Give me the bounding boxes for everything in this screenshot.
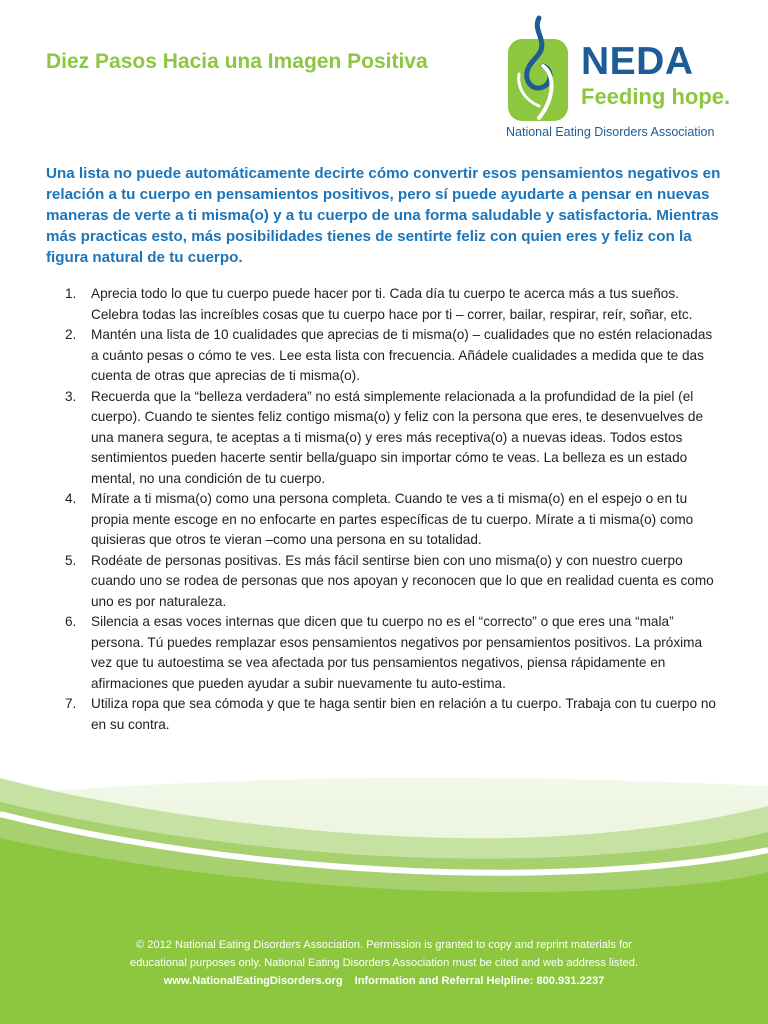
logo-swirl-icon (505, 14, 575, 126)
step-number: 2. (65, 327, 77, 342)
list-item (46, 387, 722, 490)
step-number: 5. (65, 552, 77, 568)
step-text: Aprecia todo lo que tu cuerpo puede hacer por ti. Cada día tu cuerpo te acerca más a tus sueños. Celebra todas las increíbles cosas que tu cuerpo hace por ti – correr, bailar, respirar, reír, soñar, etc. (91, 286, 693, 322)
copyright-line-1: © 2012 National Eating Disorders Association. Permission is granted to copy and reprint materials for (136, 939, 632, 951)
list-item (46, 325, 722, 387)
step-text: Silencia a esas voces internas que dicen que tu cuerpo no es el “correcto” o que eres una “mala” persona. Tú puedes remplazar esos pensamientos negativos por pensamientos positivos. La próxima vez que tu autoestima se vea afectada por tus pensamientos negativos, piensa rápidamente en afirmaciones que pueden ayudar a subir nuevamente tu auto-estima. (91, 614, 703, 691)
steps-list (46, 284, 722, 735)
intro-paragraph: Una lista no puede automáticamente decirte cómo convertir esos pensamientos negativos en relación a tu cuerpo en pensamientos positivos, pero sí puede ayudarte a pensar en nuevas maneras de verte a ti misma(o) y a tu cuerpo de una forma saludable y satisfactoria. Mientras más practicas esto, más posibilidades tienes de sentirte feliz con quien eres y feliz con la figura natural de tu cuerpo. (46, 165, 721, 266)
step-text: Rodéate de personas positivas. Es más fácil sentirse bien con uno misma(o) y con nuestro cuerpo cuando uno se rodea de personas que nos apoyan y reconocen que lo que en realidad cuenta es como uno es por naturaleza. (91, 552, 714, 609)
step-text: Utiliza ropa que sea cómoda y que te haga sentir bien en relación a tu cuerpo. Trabaja con tu cuerpo no en su contra. (91, 696, 716, 732)
step-number: 1. (65, 286, 77, 301)
page-title: Diez Pasos Hacia una Imagen Positiva (46, 50, 428, 73)
step-text: Mantén una lista de 10 cualidades que aprecias de ti misma(o) – cualidades que no estén relacionadas a cuánto pesas o cómo te ves. Lee esta lista con frecuencia. Añádele cualidades a medida que te das cuenta de otras que aprecias de ti misma(o). (91, 327, 713, 383)
step-number: 6. (65, 614, 77, 629)
step-number: 7. (65, 696, 77, 711)
logo-org-name: National Eating Disorders Association (506, 125, 715, 139)
list-item (46, 612, 722, 694)
list-item (46, 551, 722, 613)
step-number: 4. (65, 491, 77, 506)
list-item (46, 489, 722, 551)
list-item (46, 694, 722, 735)
neda-logo (505, 14, 735, 144)
step-text: Recuerda que la “belleza verdadera” no está simplemente relacionada a la profundidad de la piel (el cuerpo). Cuando te sientes feliz contigo misma(o) y feliz con la persona que eres, te desenvuelves de una manera segura, te aceptas a ti misma(o) y eres más receptiva(o) a nuevas ideas. Todos estos sentimientos pueden hacerte sentir bella/guapo sin importar cómo te veas. La belleza es un estado mental, no una condición de tu cuerpo. (91, 388, 704, 486)
logo-name: NEDA (581, 40, 694, 83)
footer (0, 936, 768, 990)
list-item (46, 284, 722, 325)
website-link[interactable]: www.NationalEatingDisorders.org (163, 975, 343, 987)
helpline-text: Information and Referral Helpline: 800.931.2237 (354, 975, 605, 987)
logo-tagline: Feeding hope. (581, 84, 731, 109)
copyright-line-2: educational purposes only. National Eating Disorders Association must be cited and web address listed. (130, 957, 638, 969)
step-text: Mírate a ti misma(o) como una persona completa. Cuando te ves a ti misma(o) en el espejo o en tu propia mente escoge en no enfocarte en partes específicas de tu cuerpo. Mírate a ti misma(o) como quisieras que otros te vieran –como una persona en su totalidad. (91, 491, 694, 547)
step-number: 3. (65, 388, 77, 404)
